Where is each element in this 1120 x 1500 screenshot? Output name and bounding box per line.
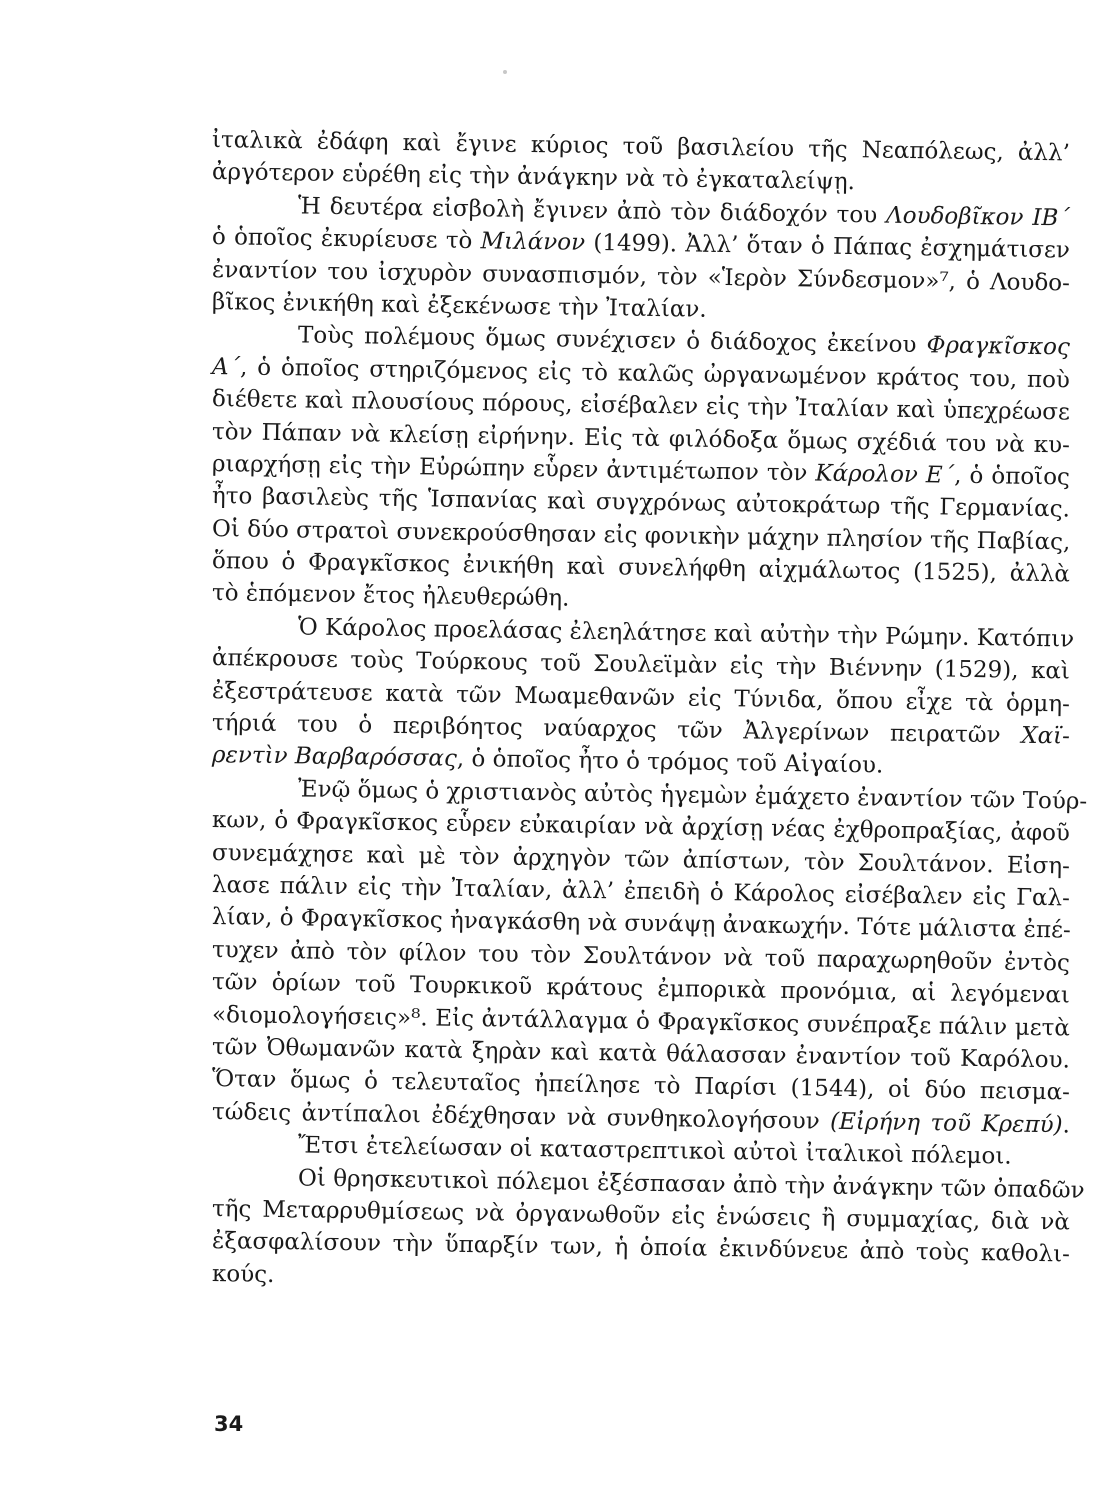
line-text: Ἐνῷ ὅμως ὁ χριστιανὸς αὐτὸς ἡγεμὼν ἐμάχετο ἐναντίον τῶν Τούρ- [297, 776, 1088, 815]
page-number: 34 [214, 1412, 244, 1436]
italic-name: Α΄ [211, 353, 241, 381]
line-text: λασε πάλιν εἰς τὴν Ἰταλίαν, ἀλλ’ ἐπειδὴ ὁ Κάρολος εἰσέβαλεν εἰς Γαλ- [211, 871, 1071, 912]
line-text: τὸ ἑπόμενον ἔτος ἠλευθερώθη. [211, 580, 570, 613]
line-text: Ἔτσι ἐτελείωσαν οἱ καταστρεπτικοὶ αὐτοὶ ἰταλικοὶ πόλεμοι. [297, 1132, 1012, 1170]
line-text: Ὁ Κάρολος προελάσας ἐλεηλάτησε καὶ αὐτὴν τὴν Ρώμην. Κατόπιν [297, 614, 1075, 653]
line-text: τώδεις ἀντίπαλοι ἐδέχθησαν νὰ συνθηκολογήσουν [211, 1098, 831, 1135]
line-text: τυχεν ἀπὸ τὸν φίλον του τὸν Σουλτάνον νὰ τοῦ παραχωρηθοῦν ἐντὸς [211, 936, 1071, 977]
line-text: ἐναντίον του ἰσχυρὸν συνασπισμόν, τὸν «Ἱερὸν Σύνδεσμον»⁷, ὁ Λουδο- [211, 256, 1071, 297]
line-text-after: , ὁ ὁποῖος στηριζόμενος εἰς τὸ καλῶς ὠργανωμένον κράτος του, ποὺ [239, 354, 1071, 394]
italic-name: Κάρολον Ε΄ [815, 460, 955, 489]
italic-name: Φραγκῖσκος [926, 332, 1071, 361]
line-text-after: . [1062, 1112, 1071, 1139]
line-text: Οἱ θρησκευτικοὶ πόλεμοι ἐξέσπασαν ἀπὸ τὴν ἀνάγκην τῶν ὀπαδῶν [297, 1164, 1085, 1204]
line-text: Ὅταν ὅμως ὁ τελευταῖος ἠπείλησε τὸ Παρίσι (1544), οἱ δύο πεισμα- [211, 1066, 1071, 1106]
line-text: βῖκος ἐνικήθη καὶ ἐξεκένωσε τὴν Ἰταλίαν. [211, 288, 707, 323]
line-text: τῆς Μεταρρυθμίσεως νὰ ὀργανωθοῦν εἰς ἑνώσεις ἢ συμμαχίας, διὰ νὰ [211, 1195, 1071, 1236]
line-text: ἐξεστράτευσε κατὰ τῶν Μωαμεθανῶν εἰς Τύνιδα, ὅπου εἶχε τὰ ὁρμη- [211, 677, 1071, 718]
line-text: Οἱ δύο στρατοὶ συνεκρούσθησαν εἰς φονικὴν μάχην πλησίον τῆς Παβίας, [211, 515, 1071, 556]
line-text: τῶν ὁρίων τοῦ Τουρκικοῦ κράτους ἐμπορικὰ προνόμια, αἱ λεγόμεναι [211, 969, 1071, 1009]
line-text: τήριά του ὁ περιβόητος ναύαρχος τῶν Ἀλγερίνων πειρατῶν [211, 710, 1022, 749]
italic-name: (Εἰρήνη τοῦ Κρεπύ) [829, 1108, 1063, 1139]
line-text: λίαν, ὁ Φραγκῖσκος ἠναγκάσθη νὰ συνάψῃ ἀνακωχήν. Τότε μάλιστα ἐπέ- [211, 904, 1072, 944]
line-text: κων, ὁ Φραγκῖσκος εὗρεν εὐκαιρίαν νὰ ἀρχίσῃ νέας ἐχθροπραξίας, ἀφοῦ [211, 807, 1071, 847]
italic-name: Μιλάνον [480, 228, 586, 257]
italic-name: ρεντὶν Βαρβαρόσσας [211, 742, 458, 773]
line-text: ἀπέκρουσε τοὺς Τούρκους τοῦ Σουλεϊμὰν εἰς τὴν Βιέννην (1529), καὶ [211, 645, 1071, 685]
line-text: ὅπου ὁ Φραγκῖσκος ἐνικήθη καὶ συνελήφθη αἰχμάλωτος (1525), ἀλλὰ [211, 548, 1071, 588]
line-text-after: , ὁ ὁποῖος ἦτο ὁ τρόμος τοῦ Αἰγαίου. [456, 746, 884, 779]
line-text: ὁ ὁποῖος ἐκυρίευσε τὸ [211, 224, 481, 255]
line-text: Τοὺς πολέμους ὅμως συνέχισεν ὁ διάδοχος ἐκείνου [297, 322, 927, 359]
paper-speck [503, 70, 507, 74]
line-text: ἦτο βασιλεὺς τῆς Ἱσπανίας καὶ συγχρόνως αὐτοκράτωρ τῆς Γερμανίας. [211, 483, 1071, 523]
line-text: ἀργότερον εὑρέθη εἰς τὴν ἀνάγκην νὰ τὸ ἐγκαταλείψῃ. [211, 159, 856, 196]
line-text: τῶν Ὀθωμανῶν κατὰ ξηρὰν καὶ κατὰ θάλασσαν ἐναντίον τοῦ Καρόλου. [211, 1033, 1071, 1074]
italic-name: Λουδοβῖκον ΙΒ΄ [885, 202, 1071, 232]
line-text: Ἡ δευτέρα εἰσβολὴ ἔγινεν ἀπὸ τὸν διάδοχόν του [297, 193, 887, 229]
line-text: συνεμάχησε καὶ μὲ τὸν ἀρχηγὸν τῶν ἀπίστων, τὸν Σουλτάνον. Εἰση- [211, 839, 1071, 880]
line-text: ἐξασφαλίσουν τὴν ὕπαρξίν των, ἡ ὁποία ἐκινδύνευε ἀπὸ τοὺς καθολι- [211, 1228, 1071, 1268]
line-text-after: (1499). Ἀλλ’ ὅταν ὁ Πάπας ἐσχημάτισεν [584, 230, 1071, 264]
line-text-after: , ὁ ὁποῖος [953, 462, 1071, 491]
line-text: ἰταλικὰ ἐδάφη καὶ ἔγινε κύριος τοῦ βασιλείου τῆς Νεαπόλεως, ἀλλ’ [211, 127, 1071, 167]
line-text: κούς. [211, 1260, 275, 1288]
line-text: ριαρχήσῃ εἰς τὴν Εὐρώπην εὗρεν ἀντιμέτωπον τὸν [211, 450, 816, 487]
line-text: «διομολογήσεις»⁸. Εἰς ἀντάλλαγμα ὁ Φραγκῖσκος συνέπραξε πάλιν μετὰ [211, 1001, 1071, 1042]
body-text [211, 124, 1088, 1290]
italic-name: Χαϊ- [1020, 722, 1071, 750]
line-text: τὸν Πάπαν νὰ κλείσῃ εἰρήνην. Εἰς τὰ φιλόδοξα ὅμως σχέδιά του νὰ κυ- [211, 418, 1071, 458]
line-text: διέθετε καὶ πλουσίους πόρους, εἰσέβαλεν εἰς τὴν Ἰταλίαν καὶ ὑπεχρέωσε [211, 386, 1071, 426]
